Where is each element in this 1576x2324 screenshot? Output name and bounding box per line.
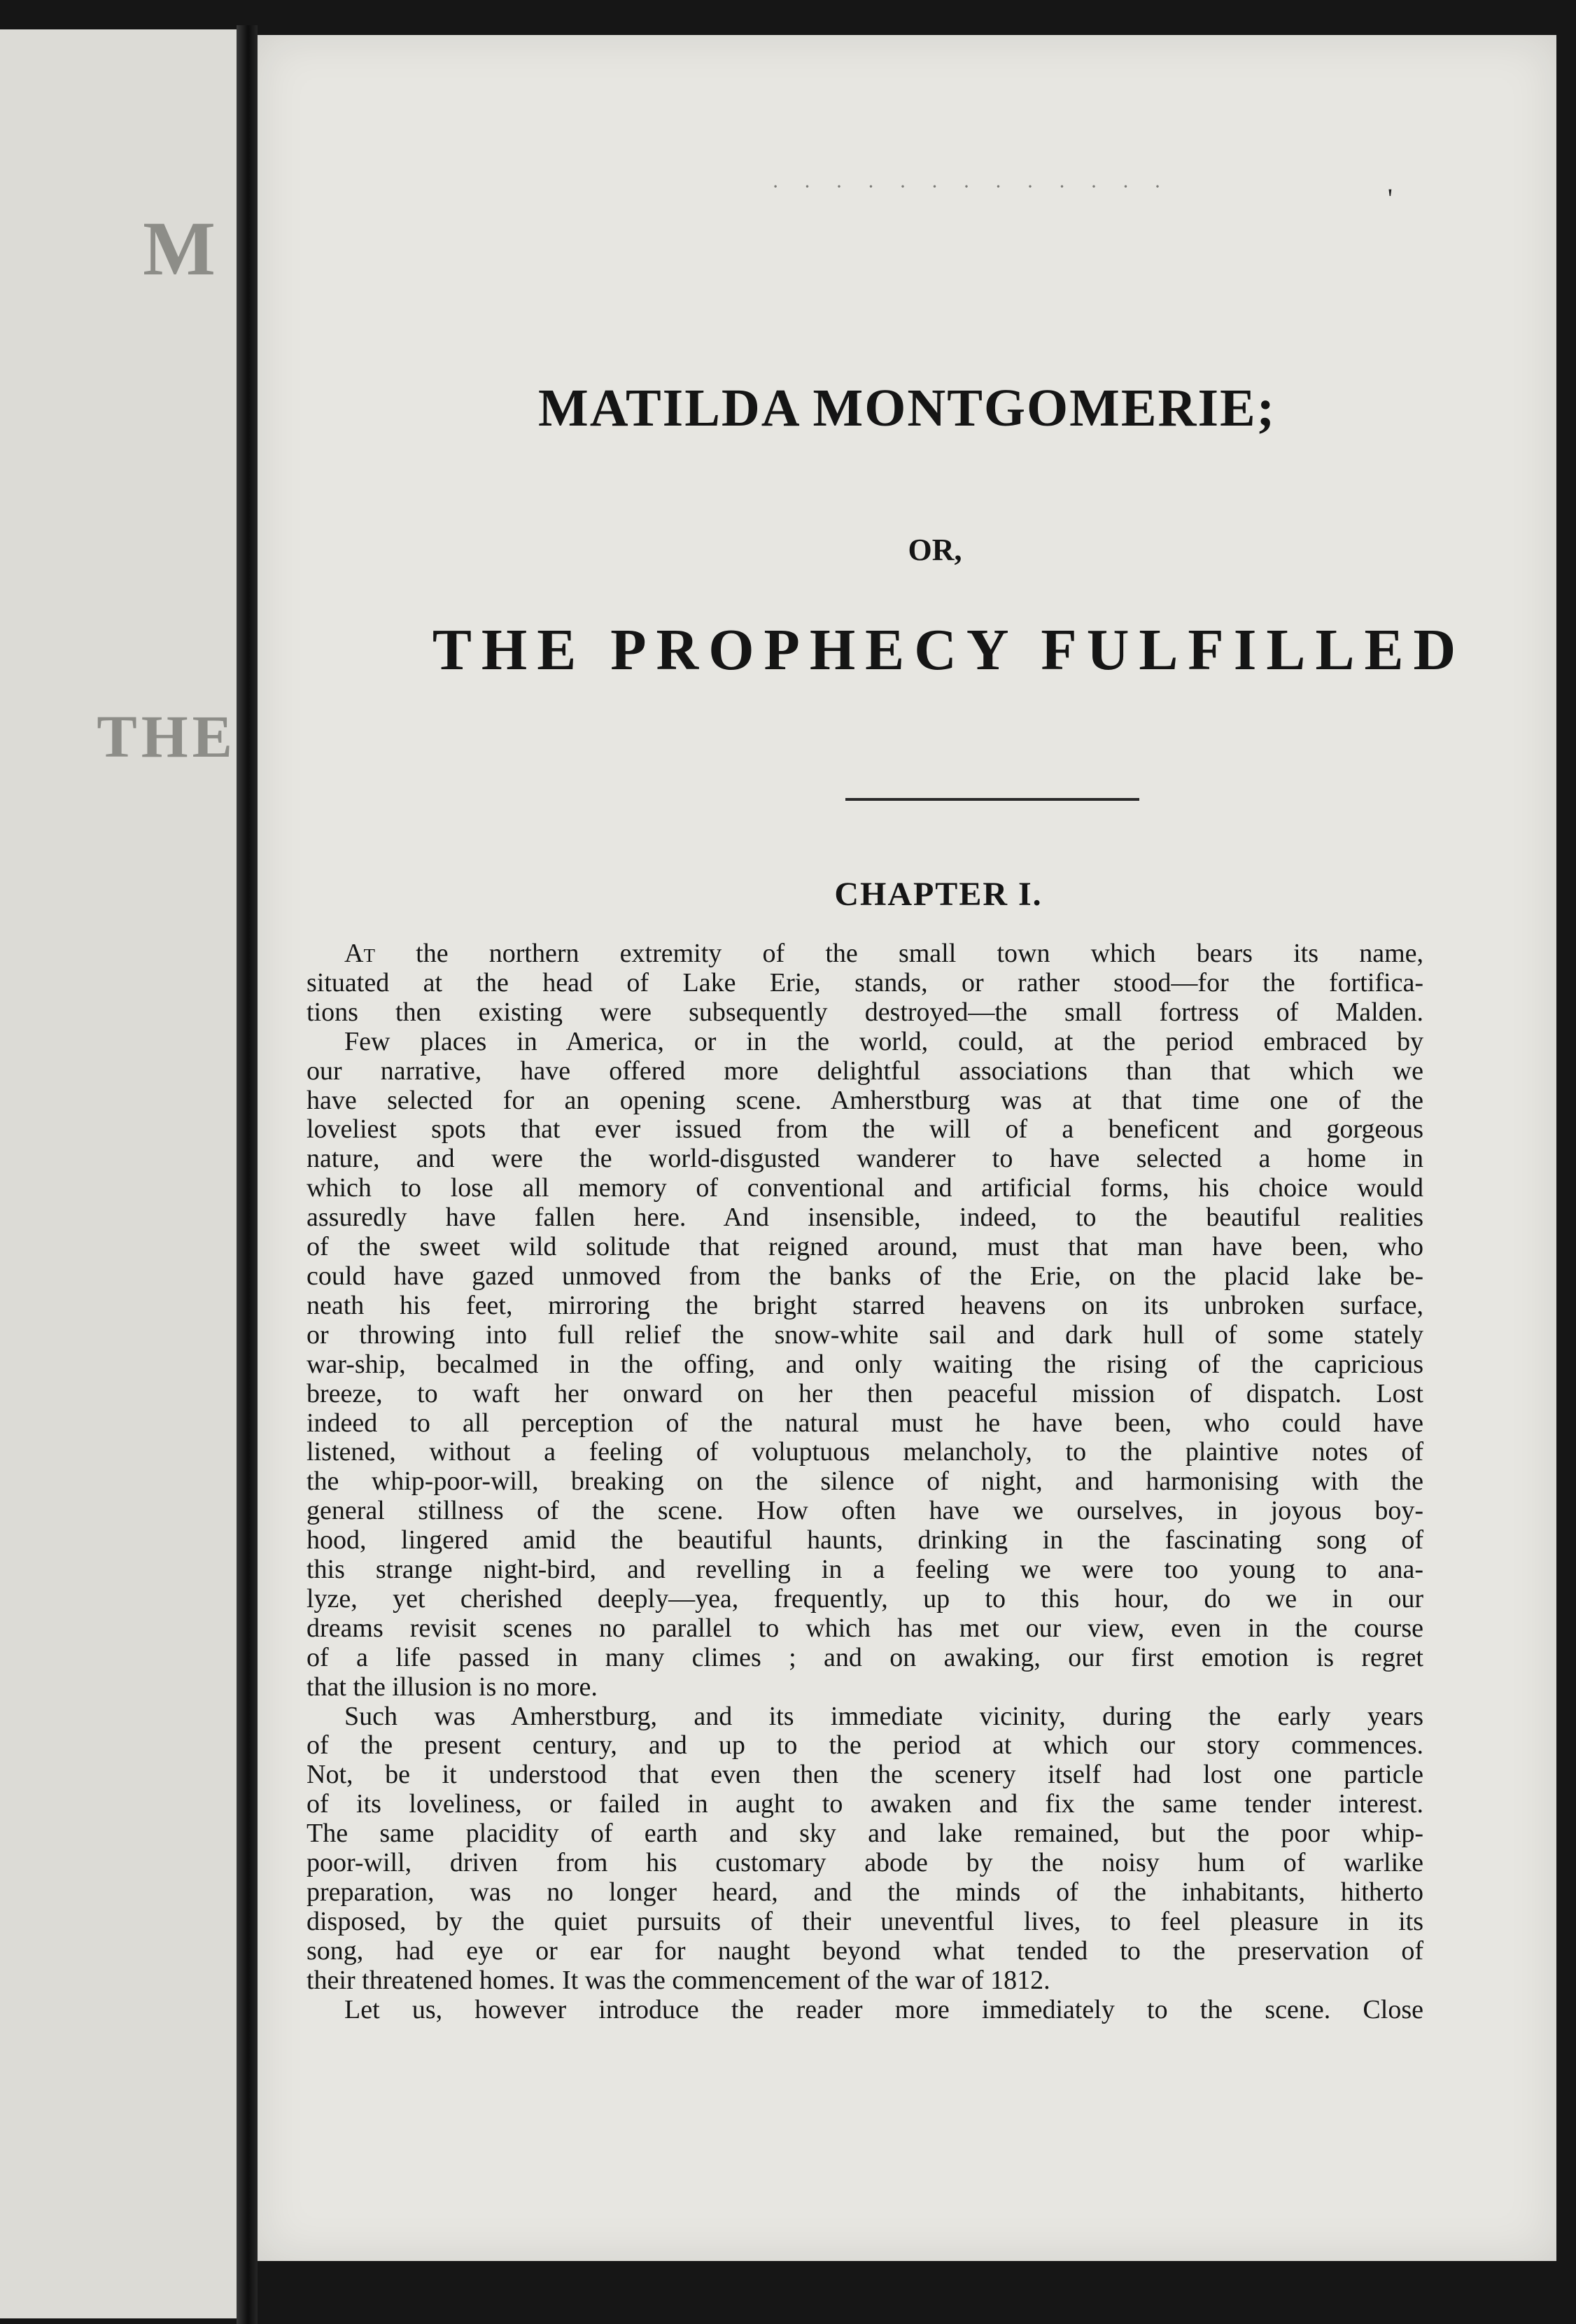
chapter-body	[307, 939, 1423, 2025]
text-line: preparation, was no longer heard, and the minds of the inhabitants, hitherto	[307, 1877, 1423, 1907]
bleed-through-letter: M	[143, 206, 216, 291]
text-line: listened, without a feeling of voluptuous melancholy, to the plaintive notes of	[307, 1437, 1423, 1467]
text-line: hood, lingered amid the beautiful haunts, drinking in the fascinating song of	[307, 1525, 1423, 1555]
text-line: of its loveliness, or failed in aught to awaken and fix the same tender interest.	[307, 1789, 1423, 1819]
left-facing-page	[0, 29, 238, 2318]
text-line: indeed to all perception of the natural must he have been, who could have	[307, 1408, 1423, 1438]
text-line: their threatened homes. It was the commencement of the war of 1812.	[307, 1965, 1050, 1995]
text-line: Not, be it understood that even then the scenery itself had lost one particle	[307, 1760, 1423, 1790]
text-line: of the sweet wild solitude that reigned around, must that man have been, who	[307, 1232, 1423, 1262]
paragraph-4	[307, 1996, 1423, 2025]
text-line: nature, and were the world-disgusted wanderer to have selected a home in	[307, 1144, 1423, 1174]
page-mark: '	[1387, 183, 1393, 214]
paragraph-3	[307, 1702, 1423, 1996]
chapter-heading: CHAPTER I.	[834, 876, 1043, 913]
text-line: tions then existing were subsequently destroyed—the small fortress of Malden.	[307, 997, 1423, 1027]
text-line: song, had eye or ear for naught beyond what tended to the preservation of	[307, 1935, 1423, 1966]
text-line: general stillness of the scene. How often have we ourselves, in joyous boy-	[307, 1496, 1423, 1526]
text-line: neath his feet, mirroring the bright starred heavens on its unbroken surface,	[307, 1290, 1423, 1320]
text-line: or throwing into full relief the snow-white sail and dark hull of some stately	[307, 1320, 1423, 1350]
text-line: have selected for an opening scene. Amherstburg was at that time one of the	[307, 1085, 1423, 1115]
text-line: poor-will, driven from his customary abode by the noisy hum of warlike	[307, 1848, 1423, 1878]
text-line: Such was Amherstburg, and its immediate vicinity, during the early years	[344, 1701, 1423, 1731]
title-conjunction: OR,	[908, 533, 962, 567]
text-line: dreams revisit scenes no parallel to which has met our view, even in the course	[307, 1613, 1423, 1643]
text-line: the whip-poor-will, breaking on the silence of night, and harmonising with the	[307, 1466, 1423, 1497]
book-title: MATILDA MONTGOMERIE;	[537, 379, 1276, 438]
book-subtitle: THE PROPHECY FULFILLED	[432, 617, 1466, 682]
book-page	[258, 35, 1556, 2261]
text-line: assuredly have fallen here. And insensible, indeed, to the beautiful realities	[307, 1203, 1423, 1233]
text-line: Few places in America, or in the world, could, at the period embraced by	[344, 1026, 1423, 1056]
faint-header-ornament: · · · · · · · · · · · · ·	[772, 175, 1171, 198]
text-line: this strange night-bird, and revelling in a feeling we were too young to ana-	[307, 1555, 1423, 1585]
paragraph-1	[307, 939, 1423, 1028]
text-line: At the northern extremity of the small town which bears its name,	[344, 939, 1423, 968]
text-line: that the illusion is no more.	[307, 1672, 598, 1702]
paragraph-2	[307, 1028, 1423, 1702]
text-line: disposed, by the quiet pursuits of their uneventful lives, to feel pleasure in its	[307, 1906, 1423, 1936]
text-line: of a life passed in many climes ; and on awaking, our first emotion is regret	[307, 1642, 1423, 1672]
text-line: war-ship, becalmed in the offing, and only waiting the rising of the capricious	[307, 1349, 1423, 1379]
drop-lead-word: At	[344, 939, 375, 968]
text-line: loveliest spots that ever issued from the will of a beneficent and gorgeous	[307, 1114, 1423, 1144]
text-line: breeze, to waft her onward on her then peaceful mission of dispatch. Lost	[307, 1378, 1423, 1408]
text-line: lyze, yet cherished deeply—yea, frequently, up to this hour, do we in our	[307, 1583, 1423, 1614]
text-line: situated at the head of Lake Erie, stands, or rather stood—for the fortifica-	[307, 967, 1423, 997]
text-line: Let us, however introduce the reader more immediately to the scene. Close	[344, 1994, 1423, 2024]
title-rule	[845, 798, 1139, 801]
text-line: which to lose all memory of conventional and artificial forms, his choice would	[307, 1173, 1423, 1203]
text-line: our narrative, have offered more delightful associations than that which we	[307, 1056, 1423, 1086]
text-line: of the present century, and up to the period at which our story commences.	[307, 1730, 1423, 1760]
bleed-through-letters: THE	[97, 703, 237, 770]
text-line: The same placidity of earth and sky and lake remained, but the poor whip-	[307, 1819, 1423, 1849]
book-gutter	[237, 25, 258, 2324]
text-line: could have gazed unmoved from the banks of the Erie, on the placid lake be-	[307, 1261, 1423, 1291]
